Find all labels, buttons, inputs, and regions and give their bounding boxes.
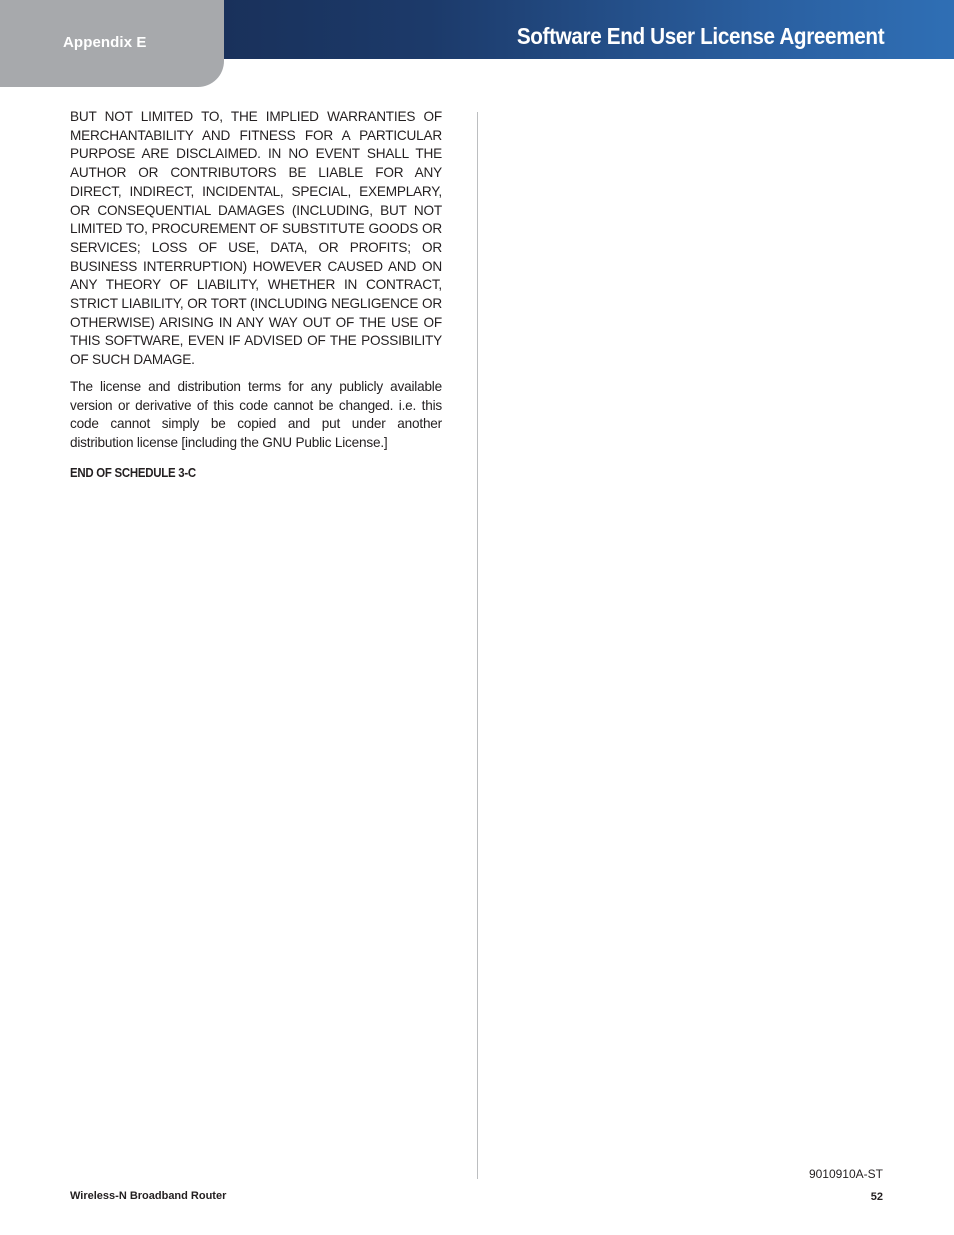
page-title: Software End User License Agreement	[516, 23, 884, 49]
footer-product-name: Wireless-N Broadband Router	[70, 1190, 227, 1202]
appendix-label: Appendix E	[63, 34, 147, 51]
left-column	[70, 108, 442, 480]
page-number: 52	[870, 1191, 883, 1203]
end-of-schedule-heading: END OF SCHEDULE 3-C	[70, 464, 196, 480]
appendix-tab	[0, 0, 224, 87]
column-divider	[477, 112, 478, 1179]
license-paragraph-distribution: The license and distribution terms for any publicly available version or derivative of this code cannot be changed. i.e. this code cannot simply be copied and put under another distribution license [including the GNU Public License.]	[70, 378, 442, 450]
license-paragraph-disclaimer: BUT NOT LIMITED TO, THE IMPLIED WARRANTIES OF MERCHANTABILITY AND FITNESS FOR A PARTICULAR PURPOSE ARE DISCLAIMED. IN NO EVENT SHALL THE AUTHOR OR CONTRIBUTORS BE LIABLE FOR ANY DIRECT, INDIRECT, INCIDENTAL, SPECIAL, EXEMPLARY, OR CONSEQUENTIAL DAMAGES (INCLUDING, BUT NOT LIMITED TO, PROCUREMENT OF SUBSTITUTE GOODS OR SERVICES; LOSS OF USE, DATA, OR PROFITS; OR BUSINESS INTERRUPTION) HOWEVER CAUSED AND ON ANY THEORY OF LIABILITY, WHETHER IN CONTRACT, STRICT LIABILITY, OR TORT (INCLUDING NEGLIGENCE OR OTHERWISE) ARISING IN ANY WAY OUT OF THE USE OF THIS SOFTWARE, EVEN IF ADVISED OF THE POSSIBILITY OF SUCH DAMAGE.	[70, 109, 442, 368]
document-code: 9010910A-ST	[808, 1167, 883, 1181]
